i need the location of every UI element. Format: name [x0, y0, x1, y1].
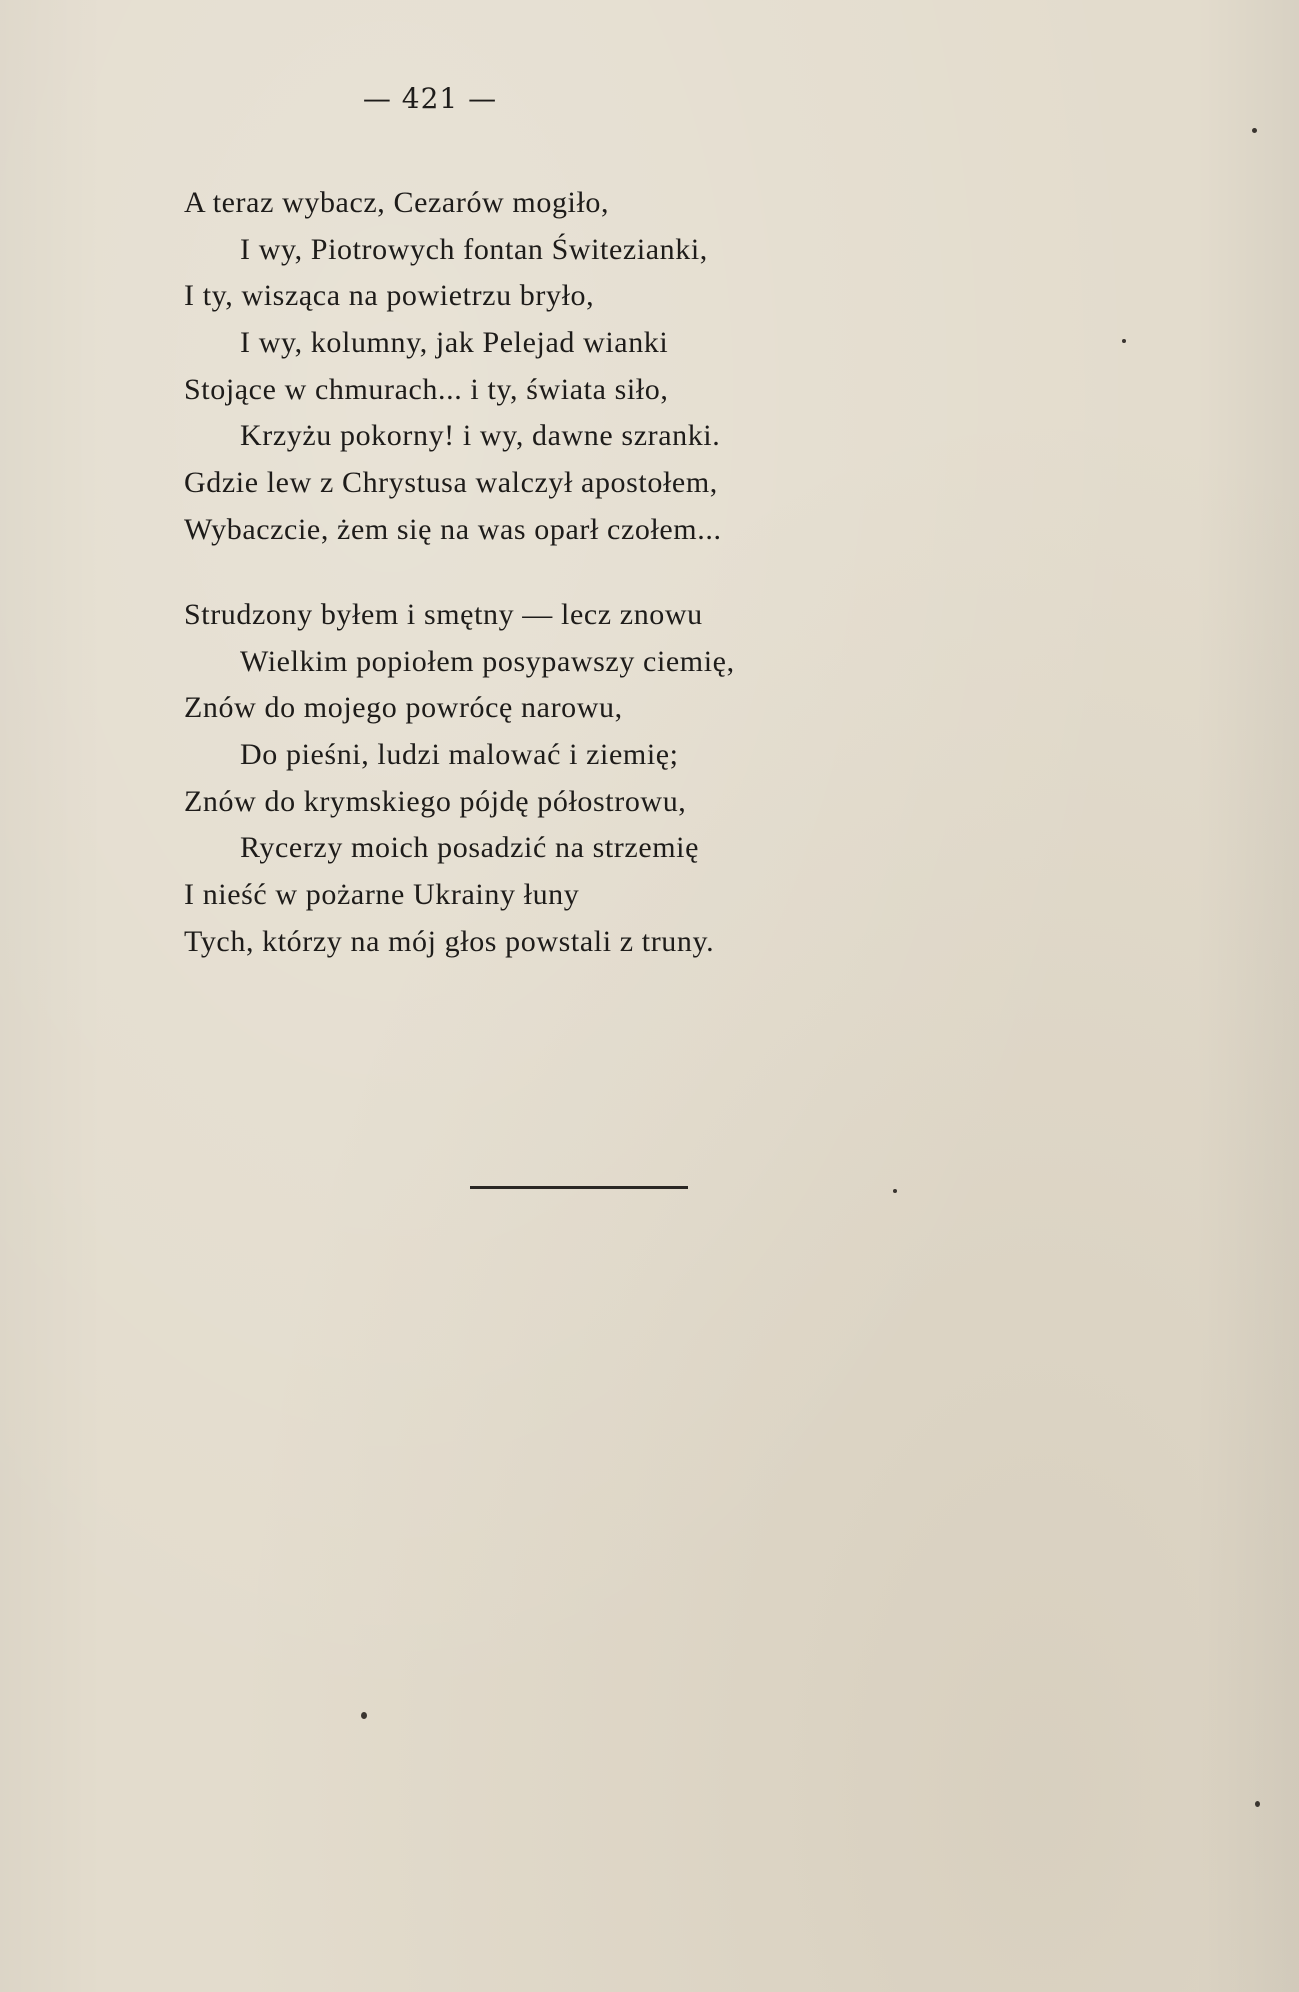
verse-line: Wybaczcie, żem się na was oparł czołem... — [184, 512, 722, 546]
verse-line: I ty, wisząca na powietrzu bryło, — [184, 279, 595, 313]
paper-speck — [1252, 128, 1257, 133]
verse-line: Tych, którzy na mój głos powstali z truny. — [184, 924, 715, 958]
paper-speck — [893, 1189, 897, 1193]
verse-line: A teraz wybacz, Cezarów mogiło, — [184, 186, 610, 219]
verse-line: Znów do krymskiego pójdę półostrowu, — [184, 784, 687, 818]
verse-line: Gdzie lew z Chrystusa walczył apostołem, — [184, 466, 718, 500]
verse-line: Krzyżu pokorny! i wy, dawne szranki. — [240, 419, 721, 453]
verse-line: Rycerzy moich posadzić na strzemię — [240, 831, 700, 865]
paper-speck — [1122, 339, 1126, 343]
verse-line: Do pieśni, ludzi malować i ziemię; — [240, 738, 679, 772]
verse-line: Strudzony byłem i smętny — lecz znowu — [184, 598, 703, 631]
verse-line: Wielkim popiołem posypawszy ciemię, — [240, 644, 735, 678]
verse-line: Znów do mojego powrócę narowu, — [184, 691, 623, 725]
paper-speck — [1255, 1801, 1260, 1807]
stanza-1 — [184, 180, 1084, 554]
verse-line: I wy, kolumny, jak Pelejad wianki — [240, 326, 669, 360]
verse-line: Stojące w chmurach... i ty, świata siło, — [184, 372, 669, 406]
verse-line: I wy, Piotrowych fontan Świtezianki, — [240, 232, 708, 266]
closing-rule — [470, 1186, 688, 1189]
paper-speck — [361, 1712, 367, 1719]
stanza-2 — [184, 592, 1084, 966]
page-number: — 421 — — [362, 82, 498, 115]
verse-line: I nieść w pożarne Ukrainy łuny — [184, 878, 580, 912]
